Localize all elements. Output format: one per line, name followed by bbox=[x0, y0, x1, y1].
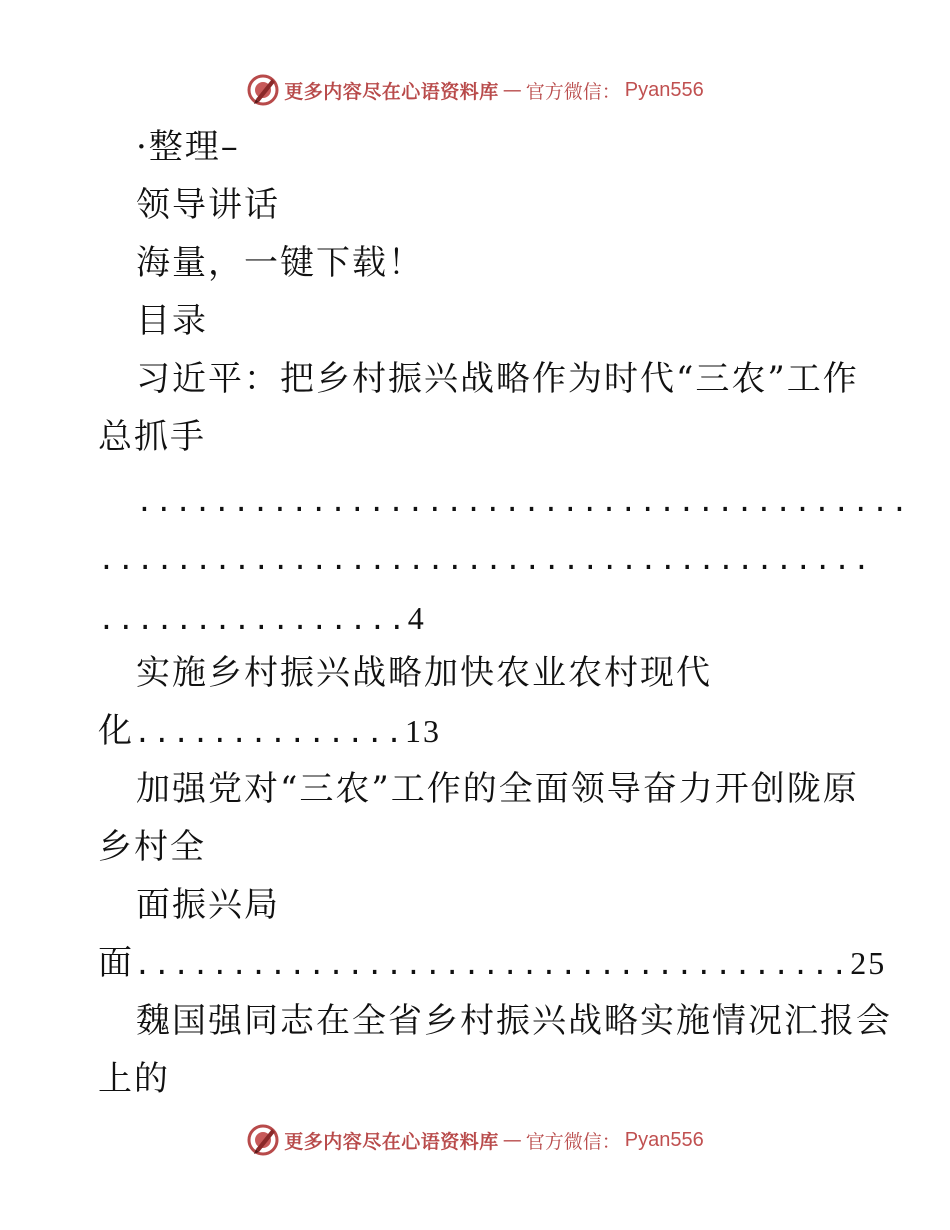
toc-entry-1-title: 习近平：把乡村振兴战略作为时代“三农”工作 bbox=[136, 359, 859, 399]
banner-subtitle: 官方微信： bbox=[525, 80, 621, 103]
toc-entry-1-leader-b: ........................................ bbox=[98, 543, 873, 576]
toc-entry-4-title: 魏国强同志在全省乡村振兴战略实施情况汇报会 bbox=[136, 1001, 892, 1041]
toc-entry-3-title-cont: 乡村全 bbox=[98, 827, 206, 867]
doc-line-organize: ·整理– bbox=[136, 127, 240, 167]
doc-line-leader-speech: 领导讲话 bbox=[136, 185, 280, 225]
toc-text: 面 bbox=[98, 943, 134, 983]
doc-line-download: 海量，一键下载！ bbox=[136, 243, 424, 283]
header-watermark-banner bbox=[0, 70, 950, 110]
banner-title: 更多内容尽在心语资料库 bbox=[284, 1130, 499, 1153]
toc-entry-1-leader-c bbox=[98, 589, 858, 647]
footer-watermark-banner bbox=[0, 1120, 950, 1160]
banner-wechat-id: Pyan556 bbox=[624, 1128, 704, 1151]
pen-logo-icon bbox=[246, 1123, 280, 1157]
banner-dash: — bbox=[502, 79, 522, 101]
banner-wechat-id: Pyan556 bbox=[624, 78, 704, 101]
banner-dash: — bbox=[502, 1129, 522, 1151]
toc-entry-3-title-cont2: 面振兴局 bbox=[136, 885, 280, 925]
toc-page-number: 13 bbox=[405, 713, 442, 749]
toc-entry-3-title: 加强党对“三农”工作的全面领导奋力开创陇原 bbox=[136, 769, 859, 809]
toc-entry-1-leader-a: ........................................ bbox=[136, 485, 911, 518]
toc-entry-3-leader bbox=[98, 934, 887, 992]
toc-entry-2-title: 实施乡村振兴战略加快农业农村现代 bbox=[136, 653, 712, 693]
toc-text: 化 bbox=[98, 711, 134, 751]
toc-entry-4-title-cont: 上的 bbox=[98, 1059, 170, 1099]
toc-entry-2-leader bbox=[98, 702, 858, 760]
toc-dots: ................ bbox=[98, 603, 408, 636]
toc-heading: 目录 bbox=[136, 301, 208, 341]
pen-logo-icon bbox=[246, 73, 280, 107]
toc-page-number: 4 bbox=[407, 600, 426, 636]
toc-dots: .............. bbox=[134, 716, 406, 749]
banner-title: 更多内容尽在心语资料库 bbox=[284, 80, 499, 103]
banner-subtitle: 官方微信： bbox=[525, 1130, 621, 1153]
toc-entry-1-title-cont: 总抓手 bbox=[98, 417, 206, 457]
toc-page-number: 25 bbox=[850, 945, 887, 981]
toc-dots: ..................................... bbox=[134, 948, 851, 981]
